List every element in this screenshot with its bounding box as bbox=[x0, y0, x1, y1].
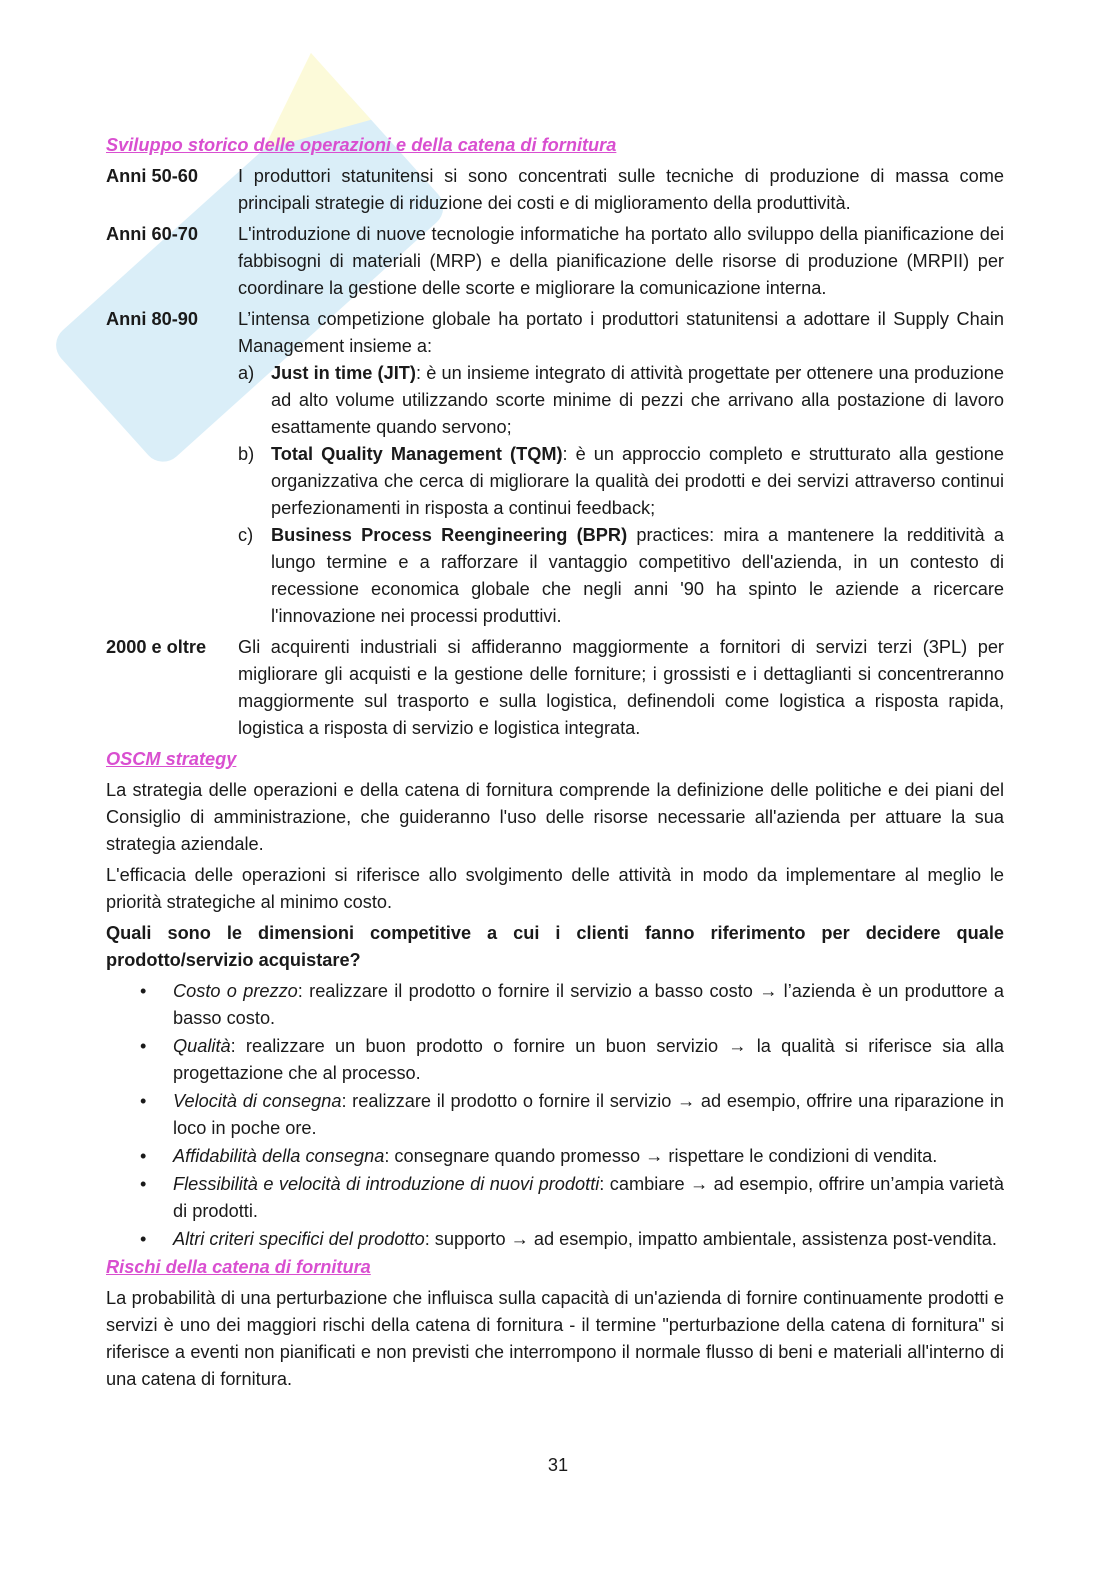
timeline-label: 2000 e oltre bbox=[106, 637, 207, 657]
dimension-text: : consegnare quando promesso → rispettare le condizioni di vendita. bbox=[384, 1146, 938, 1166]
dimension-text: : realizzare il prodotto o fornire il servizio a basso costo → l’azienda è un produttore a basso costo. bbox=[173, 981, 1004, 1028]
dimension-text: : cambiare → ad esempio, offrire un’ampia varietà di prodotti. bbox=[173, 1174, 1004, 1221]
list-item-content bbox=[173, 978, 1004, 1032]
dimension-term: Costo o prezzo bbox=[173, 981, 298, 1001]
timeline-row bbox=[106, 221, 1004, 302]
bullet-icon: • bbox=[140, 981, 147, 1001]
bullet-icon: • bbox=[140, 1146, 147, 1166]
risk-heading: Rischi della catena di fornitura bbox=[106, 1257, 371, 1277]
timeline-row bbox=[106, 306, 1004, 630]
list-item-content bbox=[271, 522, 1004, 630]
dimension-text: : supporto → ad esempio, impatto ambientale, assistenza post-vendita. bbox=[424, 1229, 997, 1249]
list-item bbox=[106, 1226, 1004, 1253]
dimension-text: : realizzare il prodotto o fornire il servizio → ad esempio, offrire una riparazione in loco in poche ore. bbox=[173, 1091, 1004, 1138]
oscm-heading: OSCM strategy bbox=[106, 749, 237, 769]
list-item-content bbox=[173, 1033, 1004, 1087]
timeline-text: Gli acquirenti industriali si affideranno maggiormente a fornitori di servizi terzi (3PL) per migliorare gli acquisti e la gestione delle forniture; i grossisti e i dettaglianti si concentreranno maggiormente sul trasporto e sulla logistica, definendoli come logistica a risposta rapida, logistica a risposta di servizio e logistica integrata. bbox=[238, 637, 1004, 738]
list-item-content bbox=[271, 360, 1004, 441]
list-item bbox=[238, 360, 1004, 441]
risk-paragraph: La probabilità di una perturbazione che influisca sulla capacità di un'azienda di fornire continuamente prodotti e servizi è uno dei maggiori rischi della catena di fornitura - il termine "perturbazione della catena di fornitura" si riferisce a eventi non pianificati e non previsti che interrompono il normale flusso di beni e materiali all'interno di una catena di fornitura. bbox=[106, 1288, 1004, 1389]
oscm-paragraph: L'efficacia delle operazioni si riferisce allo svolgimento delle attività in modo da implementare al meglio le priorità strategiche al minimo costo. bbox=[106, 865, 1004, 912]
list-item-content bbox=[173, 1171, 1004, 1225]
timeline-row bbox=[106, 634, 1004, 742]
practice-text: : è un approccio completo e strutturato alla gestione organizzativa che cerca di migliorare la qualità dei prodotti e dei servizi attraverso continui perfezionamenti in risposta a continui feedback; bbox=[271, 444, 1004, 518]
timeline-label: Anni 80-90 bbox=[106, 309, 198, 329]
dimension-term: Flessibilità e velocità di introduzione di nuovi prodotti bbox=[173, 1174, 600, 1194]
dimension-term: Affidabilità della consegna bbox=[173, 1146, 385, 1166]
timeline-row bbox=[106, 163, 1004, 217]
dimension-term: Qualità bbox=[173, 1036, 231, 1056]
list-item-content bbox=[271, 441, 1004, 522]
list-item-content bbox=[173, 1143, 1004, 1170]
list-marker: a) bbox=[238, 363, 255, 383]
practice-text: : è un insieme integrato di attività progettate per ottenere una produzione ad alto volume utilizzando scorte minime di pezzi che arrivano alla postazione di lavoro esattamente quando servono; bbox=[271, 363, 1004, 437]
timeline bbox=[106, 163, 1004, 742]
history-heading: Sviluppo storico delle operazioni e della catena di fornitura bbox=[106, 135, 617, 155]
list-marker: b) bbox=[238, 444, 255, 464]
competitive-question: Quali sono le dimensioni competitive a cui i clienti fanno riferimento per decidere quale prodotto/servizio acquistare? bbox=[106, 923, 1004, 970]
timeline-text: L'introduzione di nuove tecnologie informatiche ha portato allo sviluppo della pianificazione dei fabbisogni di materiali (MRP) e della pianificazione delle risorse di produzione (MRPII) per coordinare la gestione delle scorte e migliorare la comunicazione interna. bbox=[238, 224, 1004, 298]
list-marker: c) bbox=[238, 525, 254, 545]
list-item bbox=[106, 1088, 1004, 1142]
bullet-icon: • bbox=[140, 1091, 147, 1111]
timeline-label: Anni 50-60 bbox=[106, 166, 198, 186]
list-item bbox=[106, 978, 1004, 1032]
practice-term: Business Process Reengineering (BPR) bbox=[271, 525, 628, 545]
dimension-text: : realizzare un buon prodotto o fornire un buon servizio → la qualità si riferisce sia alla progettazione che al processo. bbox=[173, 1036, 1004, 1083]
timeline-body bbox=[238, 306, 1004, 630]
bullet-icon: • bbox=[140, 1036, 147, 1056]
timeline-text: L’intensa competizione globale ha portato i produttori statunitensi a adottare il Supply Chain Management insieme a: bbox=[238, 309, 1004, 356]
bullet-icon: • bbox=[140, 1174, 147, 1194]
list-item bbox=[106, 1143, 1004, 1170]
bullet-icon: • bbox=[140, 1229, 147, 1249]
list-item bbox=[106, 1033, 1004, 1087]
list-item bbox=[238, 441, 1004, 522]
document-page bbox=[106, 132, 1004, 1397]
dimension-term: Altri criteri specifici del prodotto bbox=[173, 1229, 425, 1249]
practice-text: practices: mira a mantenere la redditività a lungo termine e a rafforzare il vantaggio competitivo dell'azienda, in un contesto di recessione economica globale che negli anni '90 ha spinto le aziende a ricercare l'innovazione nei processi produttivi. bbox=[271, 525, 1004, 626]
dimension-term: Velocità di consegna bbox=[173, 1091, 342, 1111]
timeline-label: Anni 60-70 bbox=[106, 224, 198, 244]
page-number: 31 bbox=[547, 1455, 569, 1475]
list-item bbox=[106, 1171, 1004, 1225]
list-item-content bbox=[173, 1226, 1004, 1253]
practice-term: Total Quality Management (TQM) bbox=[271, 444, 563, 464]
practices-list bbox=[238, 360, 1004, 630]
oscm-paragraph: La strategia delle operazioni e della catena di fornitura comprende la definizione delle politiche e dei piani del Consiglio di amministrazione, che guideranno l'uso delle risorse necessarie all'azienda per attuare la sua strategia aziendale. bbox=[106, 780, 1004, 854]
list-item-content bbox=[173, 1088, 1004, 1142]
dimensions-list bbox=[106, 978, 1004, 1253]
practice-term: Just in time (JIT) bbox=[271, 363, 416, 383]
list-item bbox=[238, 522, 1004, 630]
timeline-text: I produttori statunitensi si sono concentrati sulle tecniche di produzione di massa come principali strategie di riduzione dei costi e di miglioramento della produttività. bbox=[238, 166, 1004, 213]
